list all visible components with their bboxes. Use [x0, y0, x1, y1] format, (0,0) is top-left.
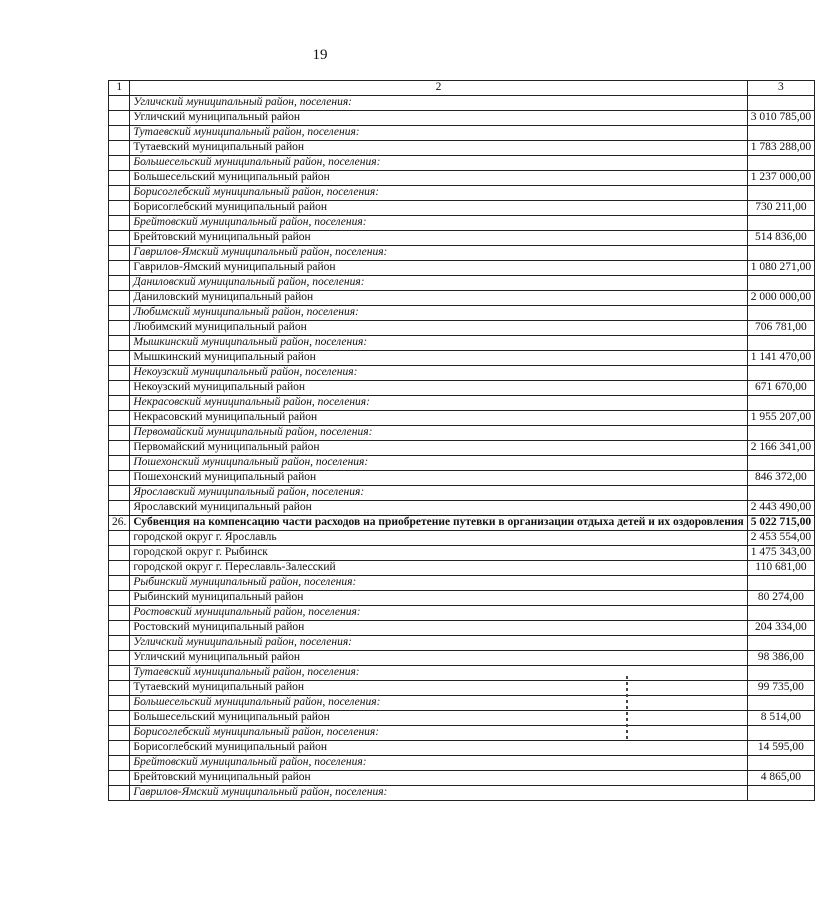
- row-name: Тутаевский муниципальный район: [130, 681, 747, 696]
- row-name: Гаврилов-Ямский муниципальный район, поселения:: [130, 246, 747, 261]
- row-amount: [747, 486, 814, 501]
- section-row: [109, 216, 815, 231]
- row-amount: [747, 216, 814, 231]
- table-row: [109, 141, 815, 156]
- row-amount: [747, 426, 814, 441]
- row-amount: [747, 186, 814, 201]
- row-name: Угличский муниципальный район, поселения:: [130, 636, 747, 651]
- row-amount: 5 022 715,00: [747, 516, 814, 531]
- row-name: Гаврилов-Ямский муниципальный район, поселения:: [130, 786, 747, 801]
- row-amount: 671 670,00: [747, 381, 814, 396]
- row-name: Даниловский муниципальный район: [130, 291, 747, 306]
- table-row: [109, 381, 815, 396]
- row-name: Большесельский муниципальный район, поселения:: [130, 696, 747, 711]
- table-row: [109, 471, 815, 486]
- row-name: Ярославский муниципальный район: [130, 501, 747, 516]
- row-amount: [747, 96, 814, 111]
- table-row: [109, 711, 815, 726]
- row-number: [109, 366, 130, 381]
- row-name: Любимский муниципальный район, поселения:: [130, 306, 747, 321]
- row-number: [109, 171, 130, 186]
- row-number: [109, 741, 130, 756]
- subvention-row: [109, 516, 815, 531]
- header-row: [109, 81, 815, 96]
- table-row: [109, 231, 815, 246]
- row-name: Тутаевский муниципальный район, поселения:: [130, 126, 747, 141]
- row-name: Брейтовский муниципальный район, поселения:: [130, 216, 747, 231]
- row-number: [109, 696, 130, 711]
- row-amount: 4 865,00: [747, 771, 814, 786]
- row-number: [109, 501, 130, 516]
- row-number: [109, 666, 130, 681]
- row-amount: 3 010 785,00: [747, 111, 814, 126]
- row-name: Первомайский муниципальный район: [130, 441, 747, 456]
- row-name: Субвенция на компенсацию части расходов на приобретение путевки в организации отдыха детей и их оздоровления: [130, 516, 747, 531]
- row-number: [109, 681, 130, 696]
- section-row: [109, 186, 815, 201]
- row-name: Борисоглебский муниципальный район, поселения:: [130, 726, 747, 741]
- row-amount: 110 681,00: [747, 561, 814, 576]
- row-amount: 99 735,00: [747, 681, 814, 696]
- section-row: [109, 156, 815, 171]
- row-amount: 1 141 470,00: [747, 351, 814, 366]
- table-row: [109, 411, 815, 426]
- row-name: Большесельский муниципальный район: [130, 711, 747, 726]
- row-amount: 1 475 343,00: [747, 546, 814, 561]
- row-name: Угличский муниципальный район: [130, 111, 747, 126]
- row-number: [109, 636, 130, 651]
- section-row: [109, 336, 815, 351]
- row-amount: 1 080 271,00: [747, 261, 814, 276]
- row-number: [109, 576, 130, 591]
- row-amount: 846 372,00: [747, 471, 814, 486]
- row-number: [109, 441, 130, 456]
- row-amount: [747, 786, 814, 801]
- row-name: Тутаевский муниципальный район, поселения:: [130, 666, 747, 681]
- row-amount: 204 334,00: [747, 621, 814, 636]
- row-amount: [747, 606, 814, 621]
- section-row: [109, 426, 815, 441]
- section-row: [109, 696, 815, 711]
- section-row: [109, 606, 815, 621]
- row-number: [109, 111, 130, 126]
- page-number: 19: [312, 47, 328, 63]
- row-name: Большесельский муниципальный район, поселения:: [130, 156, 747, 171]
- row-amount: [747, 366, 814, 381]
- row-name: Первомайский муниципальный район, поселения:: [130, 426, 747, 441]
- row-number: [109, 396, 130, 411]
- row-number: [109, 96, 130, 111]
- section-row: [109, 306, 815, 321]
- row-name: Ростовский муниципальный район: [130, 621, 747, 636]
- row-name: Пошехонский муниципальный район: [130, 471, 747, 486]
- table-row: [109, 171, 815, 186]
- row-number: [109, 531, 130, 546]
- table-row: [109, 621, 815, 636]
- row-amount: 2 443 490,00: [747, 501, 814, 516]
- section-row: [109, 126, 815, 141]
- table-row: [109, 561, 815, 576]
- row-number: [109, 381, 130, 396]
- row-amount: [747, 336, 814, 351]
- section-row: [109, 456, 815, 471]
- row-amount: [747, 306, 814, 321]
- row-number: [109, 126, 130, 141]
- row-number: [109, 321, 130, 336]
- table-row: [109, 291, 815, 306]
- row-name: Ярославский муниципальный район, поселения:: [130, 486, 747, 501]
- row-amount: [747, 396, 814, 411]
- row-number: [109, 306, 130, 321]
- row-amount: 706 781,00: [747, 321, 814, 336]
- row-number: [109, 561, 130, 576]
- row-name: городской округ г. Переславль-Залесский: [130, 561, 747, 576]
- table-row: [109, 111, 815, 126]
- row-number: [109, 606, 130, 621]
- row-name: Угличский муниципальный район, поселения:: [130, 96, 747, 111]
- row-name: Рыбинский муниципальный район: [130, 591, 747, 606]
- row-number: [109, 546, 130, 561]
- row-number: [109, 186, 130, 201]
- scan-edge-mark: [626, 676, 628, 740]
- row-name: Борисоглебский муниципальный район, поселения:: [130, 186, 747, 201]
- table-row: [109, 531, 815, 546]
- row-number: [109, 771, 130, 786]
- row-number: [109, 246, 130, 261]
- table-row: [109, 321, 815, 336]
- row-amount: [747, 696, 814, 711]
- row-number: [109, 201, 130, 216]
- row-name: Брейтовский муниципальный район: [130, 771, 747, 786]
- table-row: [109, 351, 815, 366]
- table-row: [109, 591, 815, 606]
- row-amount: 2 000 000,00: [747, 291, 814, 306]
- row-number: 26.: [109, 516, 130, 531]
- row-number: [109, 651, 130, 666]
- table-row: [109, 261, 815, 276]
- row-name: Мышкинский муниципальный район: [130, 351, 747, 366]
- section-row: [109, 366, 815, 381]
- row-name: Некрасовский муниципальный район, поселения:: [130, 396, 747, 411]
- row-number: [109, 711, 130, 726]
- section-row: [109, 636, 815, 651]
- row-name: Любимский муниципальный район: [130, 321, 747, 336]
- row-name: Угличский муниципальный район: [130, 651, 747, 666]
- row-amount: 730 211,00: [747, 201, 814, 216]
- row-amount: [747, 576, 814, 591]
- row-number: [109, 261, 130, 276]
- row-name: Некрасовский муниципальный район: [130, 411, 747, 426]
- table-row: [109, 771, 815, 786]
- row-number: [109, 291, 130, 306]
- row-number: [109, 786, 130, 801]
- header-col-3: 3: [747, 81, 814, 96]
- row-name: Борисоглебский муниципальный район: [130, 741, 747, 756]
- row-amount: 2 166 341,00: [747, 441, 814, 456]
- row-amount: [747, 246, 814, 261]
- table-row: [109, 651, 815, 666]
- row-name: Даниловский муниципальный район, поселения:: [130, 276, 747, 291]
- row-number: [109, 486, 130, 501]
- header-col-2: 2: [130, 81, 747, 96]
- row-name: Некоузский муниципальный район: [130, 381, 747, 396]
- row-name: Пошехонский муниципальный район, поселения:: [130, 456, 747, 471]
- row-amount: [747, 726, 814, 741]
- row-amount: [747, 666, 814, 681]
- row-name: Гаврилов-Ямский муниципальный район: [130, 261, 747, 276]
- row-number: [109, 756, 130, 771]
- row-name: Тутаевский муниципальный район: [130, 141, 747, 156]
- row-amount: [747, 456, 814, 471]
- row-number: [109, 141, 130, 156]
- table-row: [109, 741, 815, 756]
- row-name: Борисоглебский муниципальный район: [130, 201, 747, 216]
- row-amount: 8 514,00: [747, 711, 814, 726]
- row-number: [109, 621, 130, 636]
- row-amount: 514 836,00: [747, 231, 814, 246]
- row-amount: 1 783 288,00: [747, 141, 814, 156]
- table-row: [109, 546, 815, 561]
- section-row: [109, 786, 815, 801]
- row-number: [109, 156, 130, 171]
- row-name: Брейтовский муниципальный район: [130, 231, 747, 246]
- row-number: [109, 426, 130, 441]
- section-row: [109, 396, 815, 411]
- row-amount: [747, 636, 814, 651]
- row-number: [109, 471, 130, 486]
- row-name: Брейтовский муниципальный район, поселения:: [130, 756, 747, 771]
- section-row: [109, 246, 815, 261]
- row-name: городской округ г. Рыбинск: [130, 546, 747, 561]
- row-name: Ростовский муниципальный район, поселения:: [130, 606, 747, 621]
- row-amount: [747, 276, 814, 291]
- row-amount: 98 386,00: [747, 651, 814, 666]
- table-row: [109, 441, 815, 456]
- row-amount: 2 453 554,00: [747, 531, 814, 546]
- row-amount: 1 955 207,00: [747, 411, 814, 426]
- section-row: [109, 756, 815, 771]
- row-amount: [747, 126, 814, 141]
- section-row: [109, 576, 815, 591]
- row-number: [109, 216, 130, 231]
- row-name: городской округ г. Ярославль: [130, 531, 747, 546]
- row-name: Некоузский муниципальный район, поселения:: [130, 366, 747, 381]
- row-amount: 14 595,00: [747, 741, 814, 756]
- row-number: [109, 336, 130, 351]
- row-number: [109, 726, 130, 741]
- budget-table: [108, 80, 815, 801]
- row-name: Рыбинский муниципальный район, поселения:: [130, 576, 747, 591]
- row-name: Большесельский муниципальный район: [130, 171, 747, 186]
- section-row: [109, 666, 815, 681]
- section-row: [109, 486, 815, 501]
- table-row: [109, 201, 815, 216]
- row-amount: [747, 756, 814, 771]
- section-row: [109, 96, 815, 111]
- row-number: [109, 411, 130, 426]
- table-row: [109, 501, 815, 516]
- table-row: [109, 681, 815, 696]
- section-row: [109, 726, 815, 741]
- row-number: [109, 231, 130, 246]
- section-row: [109, 276, 815, 291]
- row-number: [109, 351, 130, 366]
- row-amount: 80 274,00: [747, 591, 814, 606]
- row-number: [109, 276, 130, 291]
- header-col-1: 1: [109, 81, 130, 96]
- row-number: [109, 456, 130, 471]
- row-number: [109, 591, 130, 606]
- row-amount: [747, 156, 814, 171]
- row-amount: 1 237 000,00: [747, 171, 814, 186]
- table-body: [109, 81, 815, 801]
- row-name: Мышкинский муниципальный район, поселения:: [130, 336, 747, 351]
